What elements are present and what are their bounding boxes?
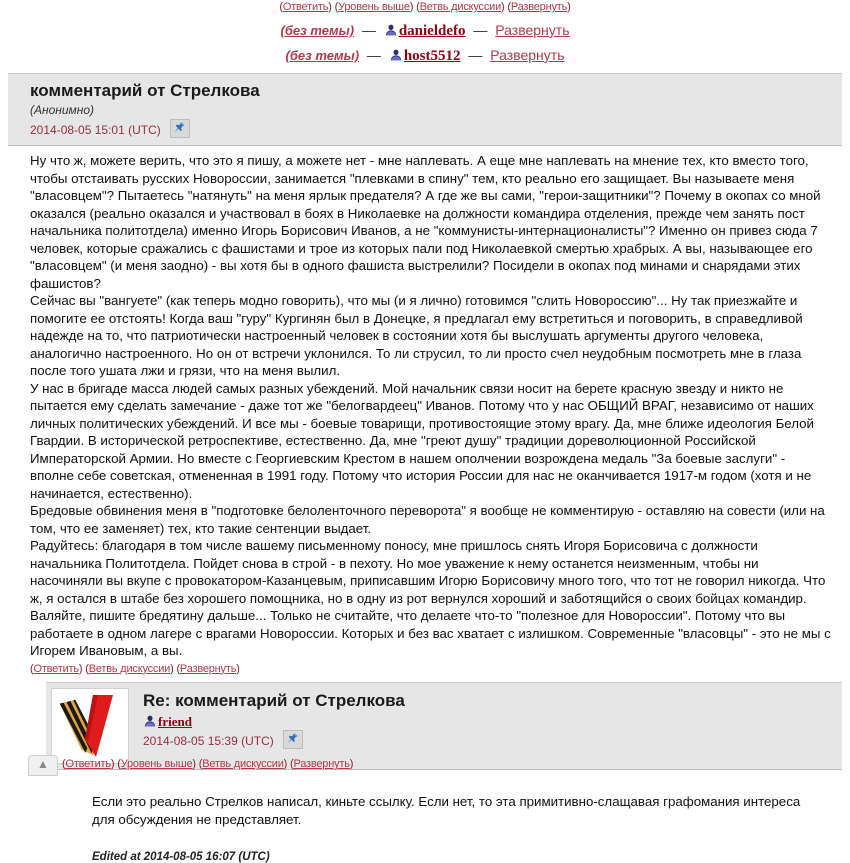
link-expand-top[interactable]: Развернуть <box>510 1 568 13</box>
collapsed-expand-link[interactable]: Развернуть <box>495 22 570 38</box>
pushpin-icon[interactable] <box>283 730 303 749</box>
comment-paragraph: Ну что ж, можете верить, что это я пишу, а можете нет - мне наплевать. А еще мне наплевать на мнение тех, кто вместо того, чтобы отстаивать русских Новороссии, занимается "плевками в спину" тем, кто реально его защищает. Вы называете меня "власовцем"? Пытаетесь "натянуть" на меня ярлык предателя? А где же вы сами, "герои-защитники"? Почему в окопах со мной оказался (реально оказался и участвовал в боях в Николаевке на должности командира отделения, прежде чем занять пост начальника политотдела) именно Игорь Борисович Иванов, а не "коммунисты-интернационалисты"? Именно он привез сюда 7 человек, которые сражались с фашистами и трое из которых пали под Николаевкой смертью храбрых. А вы, называющее его "власовцем" (и меня заодно) - вы хотя бы в одного фашиста выстрелили? Посидели в окопах под минами и снарядами этих фашистов? <box>30 153 821 291</box>
chevron-up-icon[interactable]: ▲ <box>28 755 58 776</box>
bottom-bar <box>0 755 850 774</box>
comment-container <box>8 73 842 675</box>
reply-date-row <box>143 730 405 749</box>
collapsed-expand-link[interactable]: Развернуть <box>490 47 565 63</box>
reply-body <box>46 770 842 829</box>
paren: ) <box>349 758 354 770</box>
reply-user-row <box>143 714 405 730</box>
link-reply-bottom[interactable]: Ответить <box>65 758 111 770</box>
comment-paragraph: Сейчас вы "вангуете" (как теперь модно говорить), что мы (и я лично) готовимся "слить Новороссию"... Ну так приезжайте и помогите ее отстоять! Когда ваш "гуру" Кургинян был в Донецке, я предлагал ему встретиться и поговорить, в справедливой надежде на то, что патриотически настроенный человек в состоянии хотя бы выслушать аргументы другого человека, аналогично настроенного. Но он от встречи уклонился. То ли струсил, то ли просто счел неудобным посмотреть мне в глаза после того ушата лжи и грязи, что на меня вылил. <box>30 293 803 379</box>
comment-header <box>8 74 842 146</box>
reply-text: Если это реально Стрелков написал, киньте ссылку. Если нет, то эта примитивно-слащавая графомания интереса для обсуждения не представляет. <box>92 794 801 828</box>
comment-paragraph: У нас в бригаде масса людей самых разных убеждений. Мой начальник связи носит на берете красную звезду и никто не пытается ему сделать замечание - даже тот же "белогвардеец" Иванов. Потому что у нас ОБЩИЙ ВРАГ, независимо от наших личных политических убеждений. И все мы - боевые товарищи, противостоящие этому врагу. Да, мне ближе идеология Белой Гвардии. В исторической ретроспективе, естественно. Да, мне "греют душу" традиции дореволюционной Российской Императорской Армии. Но вместе с Георгиевским Крестом в нашем ополчении возрождена медаль "За боевые заслуги" - вполне себе советская, отмененная в 1991 году. Потому что история России для нас не оканчивается 1917-м годом (хотя и не начинается, естественно). <box>30 380 814 501</box>
paren: ( <box>279 1 283 13</box>
reply-subject: Re: комментарий от Стрелкова <box>143 690 405 710</box>
top-action-links <box>0 0 850 13</box>
collapsed-thread-item <box>0 22 850 40</box>
separator-dash: — <box>468 47 483 63</box>
collapsed-subject[interactable]: (без темы) <box>280 23 355 38</box>
link-thread[interactable]: Ветвь дискуссии <box>88 662 171 675</box>
reply-edited-note: Edited at 2014-08-05 16:07 (UTC) <box>92 851 270 863</box>
paren: ) ( <box>170 662 180 675</box>
separator-dash: — <box>473 22 488 38</box>
paren: ) ( <box>409 1 420 13</box>
comment-date: 2014-08-05 15:01 (UTC) <box>30 123 161 138</box>
reply-date: 2014-08-05 15:39 (UTC) <box>143 733 274 748</box>
comment-paragraph: Валяйте, пишите бредятину дальше... Только не считайте, что делаете что-то "полезное для Новороссии". Потому что вы работаете в одном лагере с врагами Новороссии. Которых и без вас хватает с излишком. Современные "власовцы" - это не мы с Игорем Ивановым, а вы. <box>30 608 831 659</box>
link-thread-bottom[interactable]: Ветвь дискуссии <box>202 758 284 770</box>
comment-date-row <box>30 119 842 138</box>
paren: ) <box>567 1 571 13</box>
paren: ) ( <box>501 1 511 13</box>
user-head-icon <box>143 714 157 728</box>
comment-action-links <box>8 660 842 675</box>
paren: ) ( <box>328 1 339 13</box>
collapsed-username[interactable]: host5512 <box>403 48 461 64</box>
paren: ) ( <box>78 662 89 675</box>
link-parent-bottom[interactable]: Уровень выше <box>120 758 193 770</box>
reply-meta <box>129 688 405 749</box>
comment-paragraph: Бредовые обвинения меня в "подготовке белоленточного переворота" я вообще не комментирую - оставляю на совести (или на том, что ее заменяет) тех, кто такие сентенции выдает. <box>30 503 825 536</box>
link-reply[interactable]: Ответить <box>33 662 79 675</box>
user-head-icon <box>384 23 398 37</box>
link-expand[interactable]: Развернуть <box>179 662 237 675</box>
paren: ) ( <box>110 758 121 770</box>
paren: ) <box>236 662 240 675</box>
comment-subject: комментарий от Стрелкова <box>30 81 260 100</box>
user-head-icon <box>389 48 403 62</box>
separator-dash: — <box>366 47 381 63</box>
paren: ( <box>30 662 34 675</box>
paren: ) ( <box>192 758 203 770</box>
paren: ) ( <box>283 758 294 770</box>
link-parent-top[interactable]: Уровень выше <box>338 1 410 13</box>
link-thread-top[interactable]: Ветвь дискуссии <box>419 1 502 13</box>
link-expand-bottom[interactable]: Развернуть <box>293 758 350 770</box>
paren: ( <box>62 758 66 770</box>
collapsed-username[interactable]: danieldefo <box>398 23 466 39</box>
st-george-ribbon-avatar[interactable] <box>51 688 129 764</box>
collapsed-thread-item <box>0 47 850 65</box>
comment-poster: (Анонимно) <box>30 103 95 118</box>
bottom-action-links <box>62 758 353 770</box>
separator-dash: — <box>361 22 376 38</box>
reply-username[interactable]: friend <box>158 713 192 729</box>
pushpin-icon[interactable] <box>170 119 190 138</box>
comment-paragraph: Радуйтесь: благодаря в том числе вашему письменному поносу, мне пришлось снять Игоря Борисовича с должности начальника Политотдела. Пойдет снова в строй - в пехоту. Но мое уважение к нему останется неизменным, чтобы ни насочиняли вы вкупе с провокатором-Казанцевым, приписавшим Игорю Борисовичу много того, что тот не говорил никогда. Что ж, я остался в штабе без хорошего помощника, но в одну из рот вернулся хороший и заботящийся о своих бойцах командир. <box>30 538 826 606</box>
link-reply-top[interactable]: Ответить <box>282 1 329 13</box>
comment-body <box>8 146 842 660</box>
collapsed-subject[interactable]: (без темы) <box>285 48 360 63</box>
